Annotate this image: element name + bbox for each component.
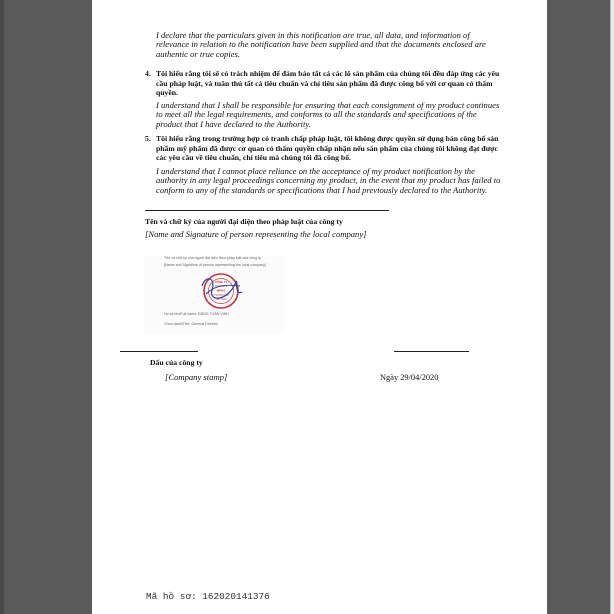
svg-text:MPHS: MPHS: [216, 288, 226, 293]
date-rule: [394, 351, 469, 352]
company-stamp-label-en: [Company stamp]: [165, 372, 228, 382]
signature-label-vi: Tên và chữ ký của người đại diện theo pháp luật của công ty: [145, 217, 343, 226]
svg-text:THƯƠNG MẠI: THƯƠNG MẠI: [213, 294, 229, 297]
item-4-english: I understand that I shall be responsible for ensuring that each consignment of my product continues to meet all the legal requirements, and conforms to all the standards and specifications of the product that I have declared to the Authority.: [156, 100, 500, 129]
declaration-intro: I declare that the particulars given in this notification are true, all data, and information of relevance in relation to the notification have been supplied and that the documents enclosed are authentic or true copies.: [156, 30, 486, 59]
vertical-scrollbar[interactable]: [610, 0, 614, 614]
svg-text:CÔNG TY: CÔNG TY: [214, 280, 228, 284]
document-date: Ngày 29/04/2020: [380, 373, 439, 382]
item-number-5: 5.: [145, 134, 151, 143]
item-number-4: 4.: [145, 69, 151, 78]
scan-label-vi: Tên và chữ ký của người đại diện theo pháp luật của công ty: [164, 256, 261, 260]
stamp-rule: [120, 351, 198, 352]
signature-label-en: [Name and Signature of person representing the local company]: [145, 229, 367, 239]
scan-label-en: [Name and Signature of person representing the local company]: [164, 263, 266, 267]
company-stamp-label-vi: Dấu của công ty: [150, 358, 203, 367]
file-number: Mã hồ sơ: 162020141376: [146, 591, 270, 602]
signature-top-rule: [145, 210, 389, 211]
svg-text:TNHH MTV: TNHH MTV: [214, 285, 228, 288]
document-page: [92, 0, 547, 614]
item-5-vietnamese: Tôi hiểu rằng trong trường hợp có tranh chấp pháp luật, tôi không được quyền sử dụng bản công bố sản phẩm mỹ phẩm đã được cơ quan có thẩm quyền chấp nhận nếu sản phẩm của chúng tôi không đạt được các yêu cầu về tiêu chuẩn, chỉ tiêu mà chúng tôi đã công bố.: [156, 134, 499, 163]
scan-name-line: Họ và tên/Full name: ĐẶNG TOÀN VINH: [164, 312, 229, 316]
item-5-english: I understand that I cannot place reliance on the acceptance of my product notification by the authority in any legal proceedings concerning my product, in the event that my product has failed to conform to any of the standards or specifications that I had previously declared to the Authority.: [156, 166, 501, 195]
item-4-vietnamese: Tôi hiểu rằng tôi sẽ có trách nhiệm để đảm bảo tất cả các lô sản phẩm của chúng tôi đều đáp ứng các yêu cầu pháp luật, và tuân thủ tất cả tiêu chuẩn và chỉ tiêu sản phẩm đã được công bố với cơ quan có thẩm quyền.: [156, 69, 500, 98]
scanned-signature-image: [144, 256, 284, 334]
svg-text:VIỆT NAM: VIỆT NAM: [215, 298, 227, 301]
scan-title-line: Chức danh/Title: General Director: [164, 322, 218, 326]
